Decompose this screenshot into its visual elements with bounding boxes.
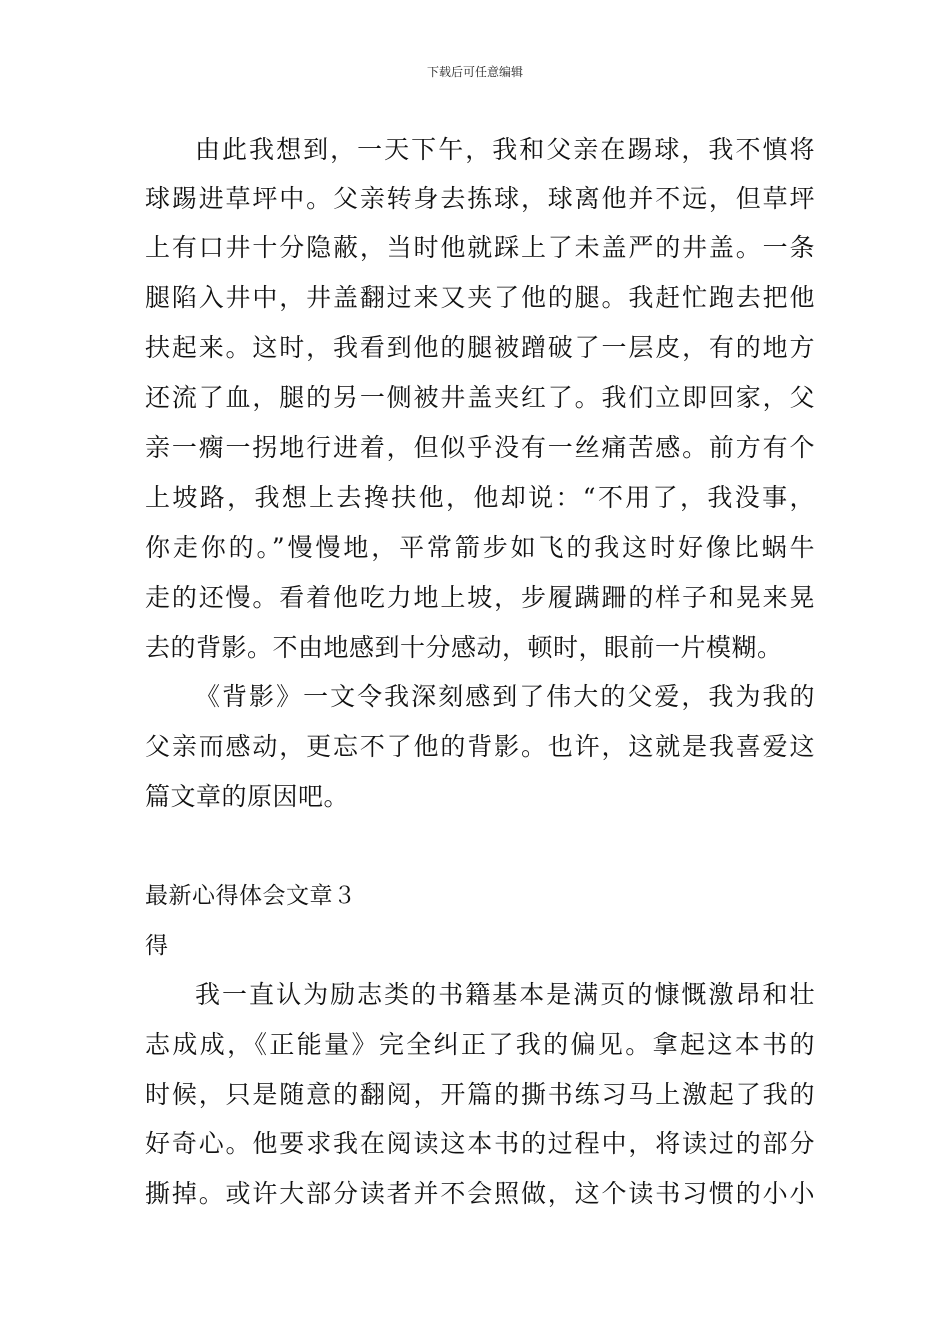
paragraph-3-line: 撕掉。或许大部分读者并不会照做，这个读书习惯的小小 [145,1179,815,1208]
paragraph-1-line: 上坡路，我想上去搀扶他，他却说：“不用了，我没事， [145,483,815,512]
paragraph-1-line: 球踢进草坪中。父亲转身去拣球，球离他并不远，但草坪 [145,184,815,213]
paragraph-1-line: 还流了血，腿的另一侧被井盖夹红了。我们立即回家，父 [145,383,815,412]
paragraph-2-line: 篇文章的原因吧。 [145,782,350,811]
section-title: 最新心得体会文章３ [145,883,357,909]
paragraph-3-line: 我一直认为励志类的书籍基本是满页的慷慨激昂和壮 [195,980,815,1009]
section-subtitle: 得 [145,933,169,959]
paragraph-3-line: 好奇心。他要求我在阅读这本书的过程中，将读过的部分 [145,1129,815,1158]
paragraph-3-line: 志成成，《正能量》完全纠正了我的偏见。拿起这本书的 [145,1030,815,1059]
paragraph-2-line: 《背影》一文令我深刻感到了伟大的父爱，我为我的 [195,682,815,711]
paragraph-1-line: 扶起来。这时，我看到他的腿被蹭破了一层皮，有的地方 [145,333,815,362]
paragraph-1-line: 去的背影。不由地感到十分感动，顿时，眼前一片模糊。 [145,633,783,662]
paragraph-1-line: 走的还慢。看着他吃力地上坡，步履蹒跚的样子和晃来晃 [145,583,815,612]
paragraph-1-line: 上有口井十分隐蔽，当时他就踩上了未盖严的井盖。一条 [145,233,815,262]
page-header-note: 下载后可任意编辑 [426,65,523,79]
paragraph-1-line: 亲一瘸一拐地行进着，但似乎没有一丝痛苦感。前方有个 [145,433,815,462]
paragraph-1-line: 由此我想到，一天下午，我和父亲在踢球，我不慎将 [195,135,815,164]
paragraph-2-line: 父亲而感动，更忘不了他的背影。也许，这就是我喜爱这 [145,732,815,761]
paragraph-3-line: 时候，只是随意的翻阅，开篇的撕书练习马上激起了我的 [145,1080,815,1109]
paragraph-1-line: 腿陷入井中，井盖翻过来又夹了他的腿。我赶忙跑去把他 [145,283,815,312]
paragraph-1-line: 你走你的。”慢慢地，平常箭步如飞的我这时好像比蜗牛 [145,533,815,562]
